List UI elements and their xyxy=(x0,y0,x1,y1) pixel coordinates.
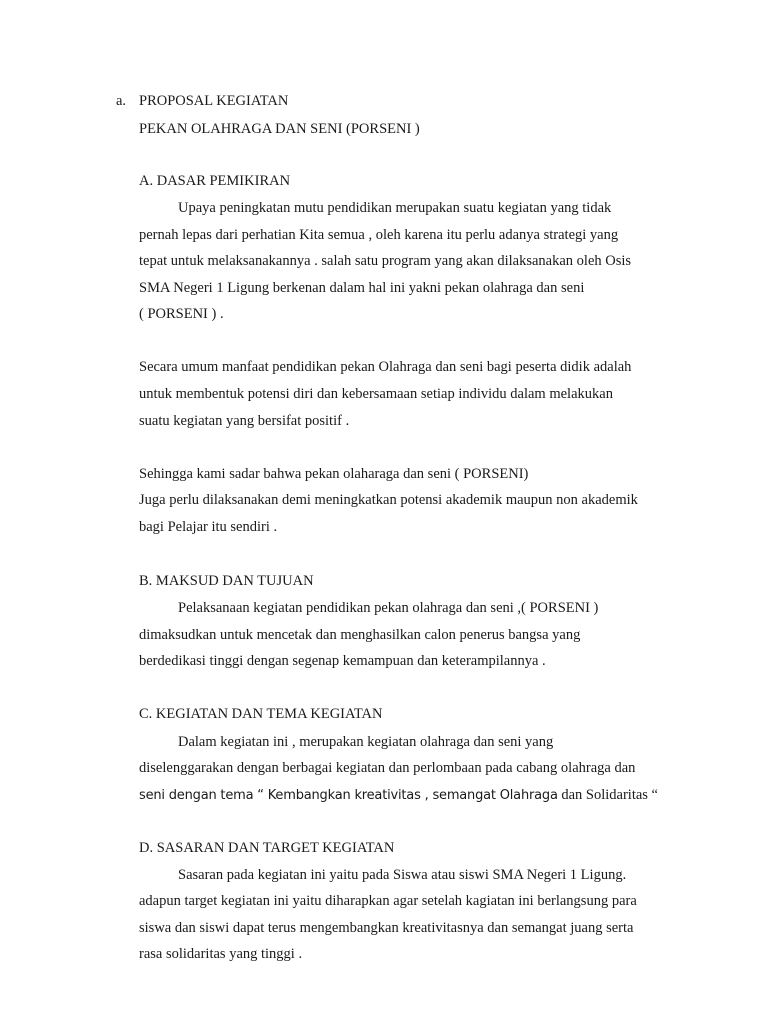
paragraph-line: berdedikasi tinggi dengan segenap kemampuan dan keterampilannya . xyxy=(139,653,546,669)
paragraph-line: dimaksudkan untuk mencetak dan menghasilkan calon penerus bangsa yang xyxy=(139,627,581,643)
paragraph-line: rasa solidaritas yang tinggi . xyxy=(139,946,303,962)
paragraph-line: adapun target kegiatan ini yaitu diharapkan agar setelah kagiatan ini berlangsung para xyxy=(139,893,637,909)
list-marker: a. xyxy=(116,93,127,109)
section-heading-c: C. KEGIATAN DAN TEMA KEGIATAN xyxy=(139,706,383,722)
paragraph-line: bagi Pelajar itu sendiri . xyxy=(139,519,278,535)
paragraph-line: ( PORSENI ) . xyxy=(139,306,224,322)
paragraph-line: suatu kegiatan yang bersifat positif . xyxy=(139,413,350,429)
paragraph-line: Pelaksanaan kegiatan pendidikan pekan olahraga dan seni ,( PORSENI ) xyxy=(178,600,599,616)
paragraph-line: Upaya peningkatan mutu pendidikan merupakan suatu kegiatan yang tidak xyxy=(178,200,612,216)
paragraph-line: siswa dan siswi dapat terus mengembangkan kreativitasnya dan semangat juang serta xyxy=(139,920,634,936)
section-heading-a: A. DASAR PEMIKIRAN xyxy=(139,173,291,189)
section-heading-d: D. SASARAN DAN TARGET KEGIATAN xyxy=(139,840,395,856)
paragraph-line: Sasaran pada kegiatan ini yaitu pada Siswa atau siswi SMA Negeri 1 Ligung. xyxy=(178,867,627,883)
section-heading-b: B. MAKSUD DAN TUJUAN xyxy=(139,573,314,589)
paragraph-line: diselenggarakan dengan berbagai kegiatan dan perlombaan pada cabang olahraga dan xyxy=(139,760,636,776)
theme-text-part: dan Solidaritas “ xyxy=(561,787,658,803)
document-title: PROPOSAL KEGIATAN xyxy=(139,93,289,109)
paragraph-line: SMA Negeri 1 Ligung berkenan dalam hal ini yakni pekan olahraga dan seni xyxy=(139,280,585,296)
paragraph-line: Sehingga kami sadar bahwa pekan olaharaga dan seni ( PORSENI) xyxy=(139,466,529,482)
paragraph-line: Secara umum manfaat pendidikan pekan Olahraga dan seni bagi peserta didik adalah xyxy=(139,359,632,375)
paragraph-line-theme xyxy=(139,786,658,805)
theme-text-part: seni dengan tema “ Kembangkan kreativitas , semangat Olahraga xyxy=(139,788,558,803)
paragraph-line: pernah lepas dari perhatian Kita semua , oleh karena itu perlu adanya strategi yang xyxy=(139,227,619,243)
paragraph-line: untuk membentuk potensi diri dan kebersamaan setiap individu dalam melakukan xyxy=(139,386,613,402)
paragraph-line: tepat untuk melaksanakannya . salah satu program yang akan dilaksanakan oleh Osis xyxy=(139,253,632,269)
document-subtitle: PEKAN OLAHRAGA DAN SENI (PORSENI ) xyxy=(139,121,420,137)
paragraph-line: Dalam kegiatan ini , merupakan kegiatan olahraga dan seni yang xyxy=(178,734,554,750)
paragraph-line: Juga perlu dilaksanakan demi meningkatkan potensi akademik maupun non akademik xyxy=(139,492,638,508)
